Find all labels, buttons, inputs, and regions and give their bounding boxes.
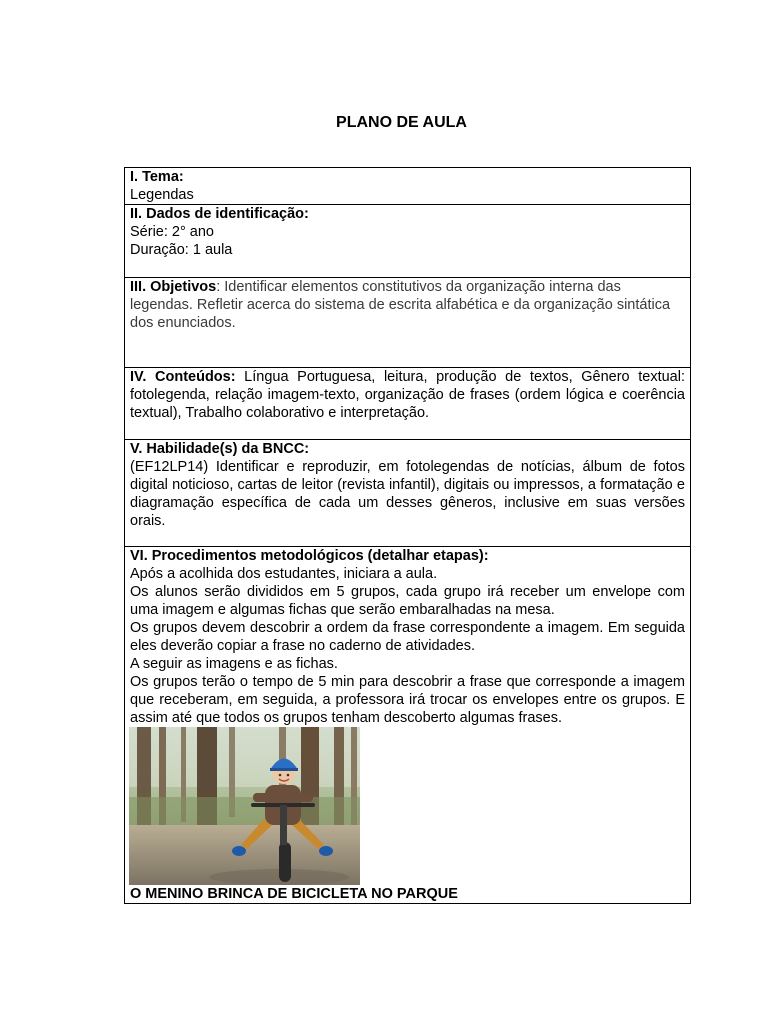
- conteudos-label: IV. Conteúdos:: [130, 369, 236, 385]
- serie-text: Série: 2° ano: [130, 224, 214, 240]
- procedimento-4: A seguir as imagens e as fichas.: [130, 656, 338, 672]
- tema-label: I. Tema:: [130, 169, 184, 185]
- procedimento-5: Os grupos terão o tempo de 5 min para descobrir a frase que corresponde a imagem que receberam, em seguida, a professora irá trocar os envelopes entre os grupos. E assim até que todos os grupos tenham descoberto algumas frases.: [130, 674, 685, 726]
- photo-caption: O MENINO BRINCA DE BICICLETA NO PARQUE: [130, 886, 458, 902]
- tema-value: Legendas: [130, 187, 194, 203]
- objetivos-label: III. Objetivos: [130, 279, 217, 295]
- procedimento-1: Após a acolhida dos estudantes, iniciara a aula.: [130, 566, 438, 582]
- procedimento-3: Os grupos devem descobrir a ordem da frase correspondente a imagem. Em seguida eles deverão copiar a frase no caderno de atividades.: [130, 620, 685, 654]
- duracao-text: Duração: 1 aula: [130, 242, 233, 258]
- page-title: PLANO DE AULA: [336, 114, 467, 131]
- lesson-plan-table: [124, 167, 691, 904]
- boy-on-bicycle-photo: [129, 727, 360, 885]
- row-dados: [125, 205, 691, 278]
- habilidades-text: (EF12LP14) Identificar e reproduzir, em fotolegendas de notícias, álbum de fotos digital noticioso, cartas de leitor (revista infantil), digitais ou impressos, a formatação e diagramação específica de cada um desses gêneros, inclusive em suas versões orais.: [130, 459, 685, 529]
- row-conteudos: [125, 368, 691, 440]
- habilidades-label: V. Habilidade(s) da BNCC:: [130, 441, 310, 457]
- row-procedimentos: [125, 547, 691, 904]
- row-tema: [125, 168, 691, 205]
- row-habilidades: [125, 440, 691, 547]
- procedimentos-label: VI. Procedimentos metodológicos (detalhar etapas):: [130, 548, 489, 564]
- objetivos-text: : Identificar elementos constitutivos da organização interna das legendas. Refletir acerca do sistema de escrita alfabética e da organização sintática dos enunciados.: [130, 279, 671, 331]
- dados-label: II. Dados de identificação:: [130, 206, 309, 222]
- conteudos-text: Língua Portuguesa, leitura, produção de textos, Gênero textual: fotolegenda, relação imagem-texto, organização de frases (ordem lógica e coerência textual), Trabalho colaborativo e interpretação.: [130, 369, 685, 421]
- procedimento-2: Os alunos serão divididos em 5 grupos, cada grupo irá receber um envelope com uma imagem e algumas fichas que serão embaralhadas na mesa.: [130, 584, 685, 618]
- row-objetivos: [125, 278, 691, 368]
